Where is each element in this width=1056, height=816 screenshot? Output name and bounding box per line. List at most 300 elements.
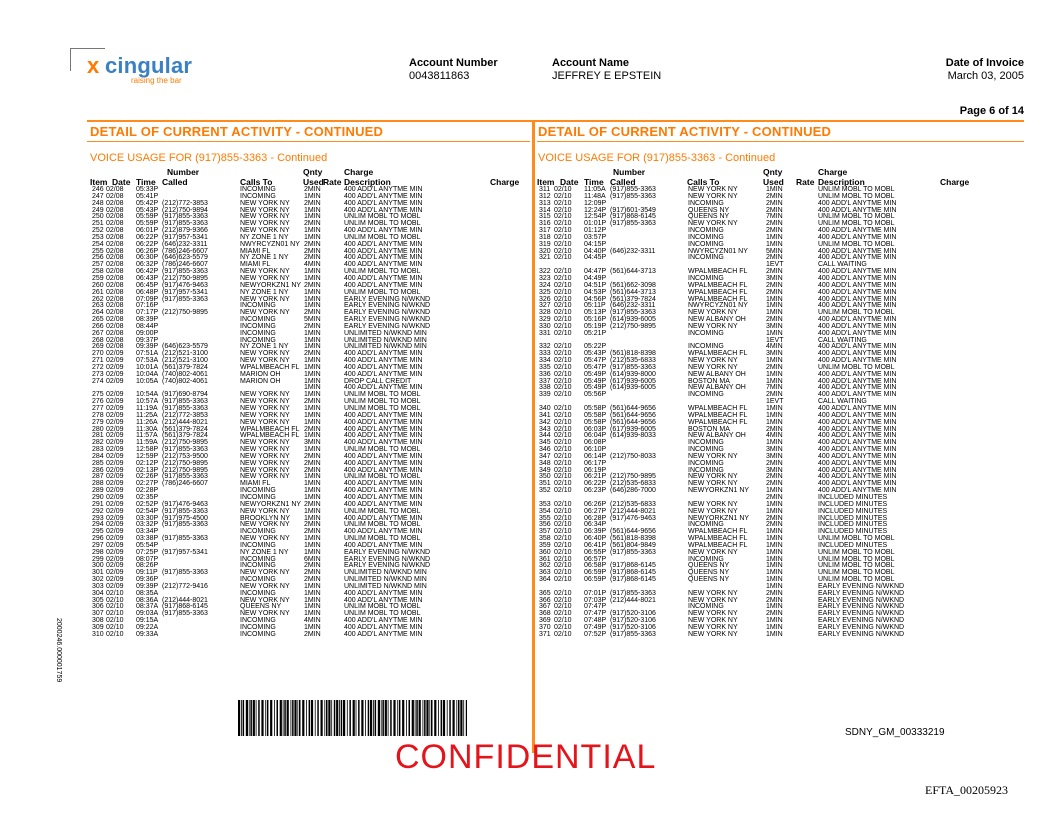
cell-description: 400 ADD'L ANYTME MIN: [818, 418, 897, 426]
cell-description: 400 ADD'L ANYTME MIN: [818, 295, 897, 303]
cell-called: (561)644-9656: [610, 418, 656, 426]
cell-called: (917)855-3363: [162, 398, 208, 406]
cell-used: 2MIN: [304, 240, 321, 248]
cell-called: (561)662-3098: [610, 281, 656, 289]
cell-description: 400 ADD'L ANYTME MIN: [344, 432, 423, 440]
cell-item: 300: [92, 562, 104, 570]
cell-item: 287: [92, 473, 104, 481]
cell-description: 400 ADD'L ANYTME MIN: [818, 405, 897, 412]
account-name-block: [552, 57, 661, 83]
cell-called: (917)520-3106: [610, 610, 656, 618]
cell-item: 370: [539, 624, 551, 631]
cell-calls-to: NEW YORK NY: [240, 439, 290, 447]
cell-calls-to: INCOMING: [688, 603, 724, 611]
cell-called: (646)623-5579: [162, 343, 208, 351]
cell-used: 1MIN: [766, 500, 783, 508]
cell-description: CALL WAITING: [818, 336, 867, 344]
cell-item: 314: [539, 206, 551, 214]
col-rate: Rate: [796, 177, 815, 187]
cell-calls-to: WPALMBEACH FL: [688, 295, 748, 303]
cell-item: 334: [539, 357, 551, 365]
col-calls-to: Calls To: [687, 177, 720, 187]
cell-time: 06:27P: [584, 507, 607, 515]
cell-date: 02/09: [106, 350, 124, 358]
cell-date: 02/10: [554, 384, 572, 392]
cell-date: 02/08: [106, 192, 124, 200]
cell-description: UNLIM MOBL TO MOBL: [818, 186, 895, 193]
cell-date: 02/10: [554, 521, 572, 529]
cell-item: 367: [539, 603, 551, 611]
cell-item: 352: [539, 487, 551, 495]
col-charge: Charge: [940, 177, 970, 187]
cell-used: 2MIN: [766, 459, 783, 467]
cell-called: (917)868-6145: [610, 569, 656, 577]
cell-item: 291: [92, 500, 104, 508]
cell-item: 328: [539, 309, 551, 317]
cell-called: (786)246-6607: [162, 480, 208, 488]
cell-calls-to: NEW ALBANY OH: [688, 432, 746, 440]
cell-time: 06:22P: [136, 233, 159, 241]
cell-date: 02/10: [554, 254, 572, 262]
cell-calls-to: NEW YORK NY: [688, 507, 738, 515]
cell-calls-to: INCOMING: [240, 186, 276, 193]
cell-description: DROP CALL CREDIT: [344, 377, 412, 385]
cell-called: (646)286-7000: [610, 487, 656, 495]
cell-time: 04:53P: [584, 288, 607, 296]
cell-time: 05:58P: [584, 411, 607, 419]
cell-calls-to: WPALMBEACH FL: [688, 268, 748, 276]
cell-called: (917)855-3363: [162, 569, 208, 577]
cell-item: 269: [92, 343, 104, 351]
cell-calls-to: INCOMING: [240, 617, 276, 625]
cell-used: 2MIN: [304, 569, 321, 577]
cell-date: 02/08: [106, 227, 124, 235]
cell-item: 298: [92, 548, 104, 556]
cell-item: 364: [539, 576, 551, 584]
cell-calls-to: NEW YORK NY: [240, 582, 290, 590]
cell-date: 02/09: [106, 507, 124, 515]
cell-time: 09:03A: [136, 610, 159, 618]
cell-description: 400 ADD'L ANYTME MIN: [344, 541, 423, 549]
cell-description: 400 ADD'L ANYTME MIN: [818, 487, 897, 495]
cell-called: (212)750-8033: [610, 452, 656, 460]
cell-description: 400 ADD'L ANYTME MIN: [818, 411, 897, 419]
cell-description: 400 ADD'L ANYTME MIN: [818, 233, 897, 241]
cell-used: 2MIN: [766, 610, 783, 618]
cell-date: 02/10: [554, 220, 572, 228]
cell-calls-to: NEW YORK NY: [240, 199, 290, 207]
cell-called: (614)939-8033: [610, 432, 656, 440]
cell-date: 02/10: [554, 432, 572, 440]
cell-time: 06:30P: [136, 254, 159, 262]
cell-date: 02/08: [106, 281, 124, 289]
cell-called: (614)939-6005: [610, 384, 656, 392]
efta-number: EFTA_00205923: [925, 783, 1009, 797]
cell-date: 02/10: [554, 370, 572, 378]
cell-description: 400 ADD'L ANYTME MIN: [344, 418, 423, 426]
cell-date: 02/09: [106, 377, 124, 385]
cell-called: (646)232-3311: [162, 240, 208, 248]
cell-called: (917)855-3363: [162, 213, 208, 221]
cell-time: 06:42P: [136, 268, 159, 276]
cell-description: 400 ADD'L ANYTME MIN: [818, 377, 897, 385]
cell-calls-to: NY ZONE 1 NY: [240, 288, 289, 296]
cell-item: 368: [539, 610, 551, 618]
cell-description: 400 ADD'L ANYTME MIN: [818, 391, 897, 399]
cell-item: 344: [539, 432, 551, 440]
cell-item: 273: [92, 370, 104, 378]
cell-item: 312: [539, 192, 551, 200]
col-item: Item: [537, 177, 555, 187]
cell-time: 06:28P: [584, 514, 607, 522]
cell-time: 06:23P: [584, 487, 607, 495]
invoice-date-block: [946, 57, 1024, 83]
cell-item: 267: [92, 329, 104, 337]
cell-used: 6MIN: [304, 555, 321, 563]
account-name-value: JEFFREY E EPSTEIN: [552, 70, 662, 82]
cell-date: 02/08: [106, 336, 124, 344]
cell-used: 1MIN: [304, 624, 321, 631]
cell-used: 2MIN: [304, 322, 321, 330]
cell-calls-to: NEW YORK NY: [688, 617, 738, 625]
cell-date: 02/09: [106, 541, 124, 549]
cell-calls-to: NEWYORKZN1 NY: [688, 487, 750, 495]
cell-description: 400 ADD'L ANYTME MIN: [344, 459, 423, 467]
cell-item: 277: [92, 405, 104, 412]
cell-calls-to: NEW YORK NY: [240, 213, 290, 221]
cell-item: 366: [539, 596, 551, 604]
cell-calls-to: INCOMING: [240, 630, 276, 638]
cell-date: 02/09: [106, 432, 124, 440]
cell-calls-to: MIAMI FL: [240, 261, 271, 269]
cell-calls-to: WPALMBEACH FL: [688, 418, 748, 426]
cell-called: (917)476-9463: [162, 281, 208, 289]
cell-time: 04:51P: [584, 281, 607, 289]
table-row: [90, 632, 530, 639]
cell-called: (917)476-9463: [162, 500, 208, 508]
cell-date: 02/08: [106, 343, 124, 351]
cell-item: 265: [92, 316, 104, 324]
cell-time: 06:32P: [136, 261, 159, 269]
cell-description: 400 ADD'L ANYTME MIN: [818, 432, 897, 440]
cell-item: 332: [539, 343, 551, 351]
cell-description: UNLIM MOBL TO MOBL: [344, 233, 421, 241]
cell-used: 1MIN: [304, 610, 321, 618]
cell-item: 341: [539, 411, 551, 419]
cell-item: 319: [539, 240, 551, 248]
cell-called: (740)802-4061: [162, 377, 208, 385]
cell-description: 400 ADD'L ANYTME MIN: [344, 384, 423, 392]
cell-date: 02/10: [106, 630, 124, 638]
cell-item: 313: [539, 199, 551, 207]
cell-calls-to: INCOMING: [240, 493, 276, 501]
cell-used: 1MIN: [304, 535, 321, 543]
cell-calls-to: INCOMING: [688, 274, 724, 282]
col-qnty-top: Qnty: [763, 167, 783, 177]
cell-time: 07:03P: [584, 596, 607, 604]
cell-calls-to: QUEENS NY: [688, 576, 730, 584]
cell-used: 1MIN: [304, 493, 321, 501]
cell-time: 02:12P: [136, 459, 159, 467]
cell-date: 02/10: [106, 603, 124, 611]
cell-date: 02/10: [554, 425, 572, 433]
cell-called: (646)232-3311: [610, 247, 656, 255]
cell-date: 02/08: [106, 186, 124, 193]
cell-date: 02/10: [554, 206, 572, 214]
cell-calls-to: NEW YORK NY: [240, 350, 290, 358]
cell-time: 06:59P: [584, 569, 607, 577]
account-number-block: [409, 57, 498, 83]
cell-description: 400 ADD'L ANYTME MIN: [818, 268, 897, 276]
cell-item: 362: [539, 562, 551, 570]
cell-item: 308: [92, 617, 104, 625]
call-table-left: [90, 187, 530, 639]
cell-description: EARLY EVENING N/WKND: [818, 617, 905, 625]
cell-item: 307: [92, 610, 104, 618]
cell-time: 10:05A: [136, 377, 159, 385]
cell-time: 05:41P: [136, 192, 159, 200]
cell-time: 05:49P: [584, 370, 607, 378]
cell-date: 02/10: [554, 439, 572, 447]
cell-used: 1MIN: [766, 329, 783, 337]
confidential-stamp: CONFIDENTIAL: [395, 738, 657, 776]
cell-calls-to: INCOMING: [688, 240, 724, 248]
cell-used: 1MIN: [304, 405, 321, 412]
cell-description: UNLIM MOBL TO MOBL: [344, 213, 421, 221]
cell-calls-to: NEW YORK NY: [240, 405, 290, 412]
cell-date: 02/09: [106, 446, 124, 454]
cell-item: 311: [539, 186, 551, 193]
cell-calls-to: NEW YORK NY: [240, 473, 290, 481]
cell-description: 400 ADD'L ANYTME MIN: [818, 466, 897, 474]
cell-time: 09:15A: [136, 617, 159, 625]
cell-called: (212)750-9895: [162, 439, 208, 447]
cell-time: 01:01P: [584, 220, 607, 228]
cell-calls-to: QUEENS NY: [688, 213, 730, 221]
cell-called: (917)855-3363: [610, 220, 656, 228]
cell-called: (561)379-7824: [162, 363, 208, 371]
cell-called: (614)939-6005: [610, 316, 656, 324]
cell-description: 400 ADD'L ANYTME MIN: [818, 473, 897, 481]
cell-used: 1MIN: [304, 268, 321, 276]
cell-date: 02/09: [106, 514, 124, 522]
cell-called: (212)772-3853: [162, 199, 208, 207]
cell-time: 08:35A: [136, 589, 159, 597]
section-underline-left: [87, 141, 530, 142]
cell-description: EARLY EVENING N/WKND: [818, 603, 905, 611]
account-number-label: Account Number: [409, 57, 498, 69]
cell-description: 400 ADD'L ANYTME MIN: [818, 329, 897, 337]
cell-time: 08:26P: [136, 562, 159, 570]
cell-date: 02/09: [106, 405, 124, 412]
cell-calls-to: NEW YORK NY: [240, 274, 290, 282]
cell-time: 06:03P: [584, 425, 607, 433]
cell-called: (646)623-5579: [162, 254, 208, 262]
cell-date: 02/10: [106, 624, 124, 631]
cell-calls-to: WPALMBEACH FL: [688, 528, 748, 536]
cell-description: 400 ADD'L ANYTME MIN: [344, 493, 423, 501]
cell-used: 2MIN: [766, 521, 783, 529]
cell-used: 1MIN: [766, 603, 783, 611]
cell-calls-to: INCOMING: [240, 624, 276, 631]
cell-time: 11:59A: [136, 439, 158, 447]
cell-calls-to: MIAMI FL: [240, 247, 271, 255]
cell-item: 361: [539, 555, 551, 563]
cell-description: 400 ADD'L ANYTME MIN: [344, 281, 423, 289]
cell-item: 353: [539, 500, 551, 508]
cell-date: 02/08: [106, 288, 124, 296]
cell-called: (212)444-8021: [162, 596, 208, 604]
cell-used: 1MIN: [304, 541, 321, 549]
cell-calls-to: WPALMBEACH FL: [688, 281, 748, 289]
cell-item: 264: [92, 309, 104, 317]
cell-used: 3MIN: [766, 322, 783, 330]
cell-called: (212)750-9895: [162, 274, 208, 282]
section-title-left: DETAIL OF CURRENT ACTIVITY - CONTINUED: [90, 124, 384, 139]
cell-used: 2MIN: [766, 473, 783, 481]
cell-time: 08:07P: [136, 555, 159, 563]
cell-description: EARLY EVENING N/WKND: [818, 582, 905, 590]
cell-time: 04:47P: [584, 268, 607, 276]
cell-item: 315: [539, 213, 551, 221]
cell-date: 02/08: [106, 261, 124, 269]
cell-description: UNLIM MOBL TO MOBL: [344, 610, 421, 618]
cell-date: 02/10: [554, 316, 572, 324]
page-number: Page 6 of 14: [959, 105, 1024, 117]
cell-date: 02/10: [554, 186, 572, 193]
cell-description: 400 ADD'L ANYTME MIN: [818, 206, 897, 214]
cell-time: 06:10P: [584, 446, 607, 454]
cell-called: (917)855-3363: [162, 521, 208, 529]
cell-date: 02/10: [554, 487, 572, 495]
cell-time: 10:04A: [136, 370, 159, 378]
cell-description: CALL WAITING: [818, 261, 867, 269]
cell-used: 2MIN: [766, 192, 783, 200]
cell-item: 317: [539, 227, 551, 235]
cell-date: 02/10: [554, 213, 572, 221]
cell-calls-to: NEW YORK NY: [688, 452, 738, 460]
cell-calls-to: NWYRCYZN01 NY: [240, 240, 300, 248]
cell-used: 2MIN: [304, 562, 321, 570]
cell-description: 400 ADD'L ANYTME MIN: [818, 350, 897, 358]
cell-description: UNLIM MOBL TO MOBL: [344, 398, 421, 406]
cell-used: 4MIN: [304, 261, 321, 269]
cell-calls-to: NY ZONE 1 NY: [240, 233, 289, 241]
cell-description: 400 ADD'L ANYTME MIN: [344, 514, 423, 522]
cell-calls-to: NEW ALBANY OH: [688, 316, 746, 324]
cell-time: 05:49P: [584, 377, 607, 385]
cell-item: 288: [92, 480, 104, 488]
cell-description: UNLIM MOBL TO MOBL: [344, 391, 421, 399]
cell-calls-to: NEW YORK NY: [240, 268, 290, 276]
cell-date: 02/10: [554, 562, 572, 570]
cell-used: 1MIN: [304, 582, 321, 590]
cell-used: 1MIN: [304, 507, 321, 515]
cell-date: 02/09: [106, 487, 124, 495]
cell-used: 1MIN: [766, 487, 783, 495]
cell-date: 02/09: [106, 548, 124, 556]
cell-called: (212)772-3853: [162, 411, 208, 419]
cell-description: UNLIMITED N/WKND MIN: [344, 329, 427, 337]
cell-item: 329: [539, 316, 551, 324]
cell-used: 3MIN: [766, 350, 783, 358]
cell-description: UNLIM MOBL TO MOBL: [818, 548, 895, 556]
cell-used: 1MIN: [304, 480, 321, 488]
cell-calls-to: NEW YORK NY: [240, 295, 290, 303]
cell-called: (917)520-3106: [610, 624, 656, 631]
cell-used: 1MIN: [766, 548, 783, 556]
cell-item: 250: [92, 213, 104, 221]
sdny-bates-number: SDNY_GM_00333219: [845, 727, 945, 738]
cell-date: 02/09: [106, 439, 124, 447]
cell-called: (917)855-3363: [610, 630, 656, 638]
cell-called: (917)855-3363: [162, 220, 208, 228]
cell-item: 296: [92, 535, 104, 543]
cell-description: 400 ADD'L ANYTME MIN: [344, 630, 423, 638]
cell-calls-to: NEW YORK NY: [240, 521, 290, 529]
col-item: Item: [90, 177, 108, 187]
cell-used: 4MIN: [766, 432, 783, 440]
cell-used: 3MIN: [766, 274, 783, 282]
cell-item: 351: [539, 480, 551, 488]
cell-calls-to: INCOMING: [240, 541, 276, 549]
cell-time: 07:49P: [584, 624, 607, 631]
cell-time: 07:47P: [584, 610, 607, 618]
cell-date: 02/08: [106, 213, 124, 221]
cell-date: 02/10: [554, 377, 572, 385]
cell-calls-to: MARION OH: [240, 377, 281, 385]
cell-item: 330: [539, 322, 551, 330]
voice-usage-title-left: VOICE USAGE FOR (917)855-3363 - Continued: [90, 152, 328, 164]
cell-time: 04:15P: [584, 240, 607, 248]
cell-time: 05:22P: [584, 343, 607, 351]
cell-calls-to: INCOMING: [688, 466, 724, 474]
cell-time: 05:16P: [584, 316, 607, 324]
cell-description: UNLIM MOBL TO MOBL: [344, 507, 421, 515]
cell-time: 09:11P: [136, 569, 158, 577]
cell-calls-to: NEW YORK NY: [688, 192, 738, 200]
cell-time: 09:39P: [136, 343, 159, 351]
cell-used: 2MIN: [766, 288, 783, 296]
cell-calls-to: INCOMING: [688, 199, 724, 207]
cell-calls-to: INCOMING: [240, 192, 276, 200]
cell-time: 06:17P: [584, 459, 607, 467]
cell-date: 02/09: [106, 452, 124, 460]
cell-calls-to: NEW YORK NY: [688, 500, 738, 508]
cell-date: 02/10: [554, 411, 572, 419]
cell-calls-to: NEW YORK NY: [240, 466, 290, 474]
cell-item: 350: [539, 473, 551, 481]
cell-called: (917)855-3363: [610, 186, 656, 193]
cell-used: 1MIN: [304, 446, 321, 454]
cell-date: 02/09: [106, 569, 124, 577]
cell-called: (917)855-3363: [610, 589, 656, 597]
cell-calls-to: NEW YORK NY: [240, 206, 290, 214]
cell-time: 04:56P: [584, 295, 607, 303]
cell-time: 06:48P: [136, 288, 159, 296]
cell-calls-to: INCOMING: [688, 446, 724, 454]
cell-used: 1MIN: [304, 487, 321, 495]
cell-description: UNLIM MOBL TO MOBL: [344, 405, 421, 412]
cell-date: 02/10: [106, 596, 124, 604]
cell-used: 1MIN: [766, 576, 783, 584]
cell-item: 254: [92, 240, 104, 248]
cell-time: 11:05A: [584, 186, 606, 193]
cell-item: 257: [92, 261, 104, 269]
cell-time: 08:36A: [136, 596, 159, 604]
cell-calls-to: INCOMING: [240, 555, 276, 563]
cell-used: 2MIN: [304, 630, 321, 638]
